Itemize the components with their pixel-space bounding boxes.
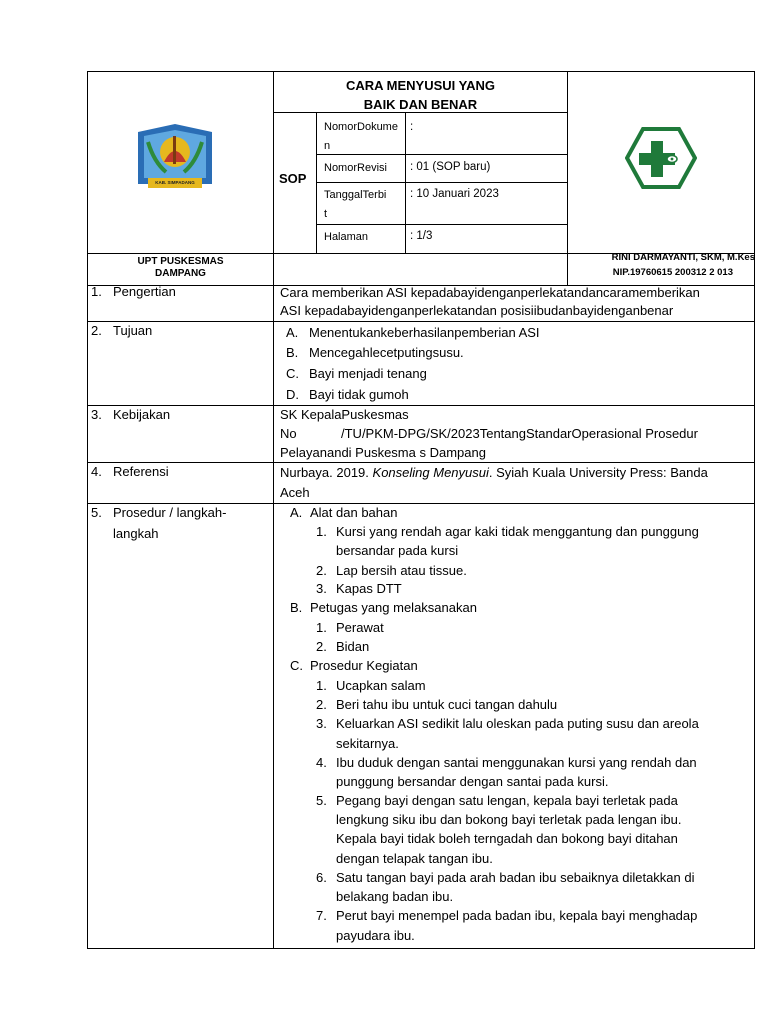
section-kebijakan-num: 3. [91, 407, 102, 422]
kabupaten-logo [134, 122, 216, 194]
document-title: CARA MENYUSUI YANG BAIK DAN BENAR [345, 78, 496, 112]
section-prosedur-num: 5. [91, 505, 102, 520]
section-referensi-label: Referensi [113, 464, 169, 479]
meta-nomor-revisi-value: : 01 (SOP baru) [410, 161, 491, 173]
referensi-line2: Aceh [280, 485, 310, 500]
meta-halaman-value: : 1/3 [410, 230, 433, 242]
pengertian-text-line1: Cara memberikan ASI kepadabayidenganperlekatandancaramemberikan [280, 285, 700, 300]
kebijakan-line2a: No [280, 426, 297, 441]
section-tujuan-label: Tujuan [113, 323, 153, 338]
prosedur-a-marker: A. [290, 505, 303, 520]
signer-name: RINI DARMAYANTI, SKM, M.Kes [611, 252, 755, 263]
section-tujuan-num: 2. [91, 323, 102, 338]
meta-nomor-dokumen: NomorDokume n [324, 121, 398, 152]
prosedur-b-title: Petugas yang melaksanakan [310, 600, 477, 615]
kebijakan-line3: Pelayanandi Puskesma s Dampang [280, 445, 486, 460]
kebijakan-line2b: /TU/PKM-DPG/SK/2023TentangStandarOperasional Prosedur [341, 426, 698, 441]
meta-halaman: Halaman [324, 231, 369, 243]
prosedur-c-marker: C. [290, 658, 303, 673]
section-referensi-num: 4. [91, 464, 102, 479]
section-pengertian-num: 1. [91, 284, 102, 299]
section-prosedur-label: Prosedur / langkah- langkah [113, 505, 227, 541]
prosedur-a-title: Alat dan bahan [310, 505, 398, 520]
kebijakan-line1: SK KepalaPuskesmas [280, 407, 409, 422]
referensi-line1: Nurbaya. 2019. Konseling Menyusui. Syiah Kuala University Press: Banda [280, 465, 708, 480]
prosedur-c-title: Prosedur Kegiatan [310, 658, 418, 673]
org-name: UPT PUSKESMAS DAMPANG [137, 256, 224, 279]
pengertian-text-line2: ASI kepadabayidenganperlekatandan posisiibudanbayidenganbenar [280, 303, 674, 318]
logo-caption: KAB. SIMPADANG [155, 180, 195, 185]
meta-tanggal-terbit: TanggalTerbi t [324, 189, 387, 220]
signer-nip: NIP.19760615 200312 2 013 [612, 267, 733, 278]
section-kebijakan-label: Kebijakan [113, 407, 171, 422]
meta-nomor-dokumen-value: : [410, 121, 414, 133]
puskesmas-logo [625, 127, 697, 189]
sop-label: SOP [279, 171, 307, 186]
section-pengertian-label: Pengertian [113, 284, 176, 299]
prosedur-b-marker: B. [290, 600, 303, 615]
meta-tanggal-terbit-value: : 10 Januari 2023 [410, 188, 499, 200]
meta-nomor-revisi: NomorRevisi [324, 162, 387, 174]
